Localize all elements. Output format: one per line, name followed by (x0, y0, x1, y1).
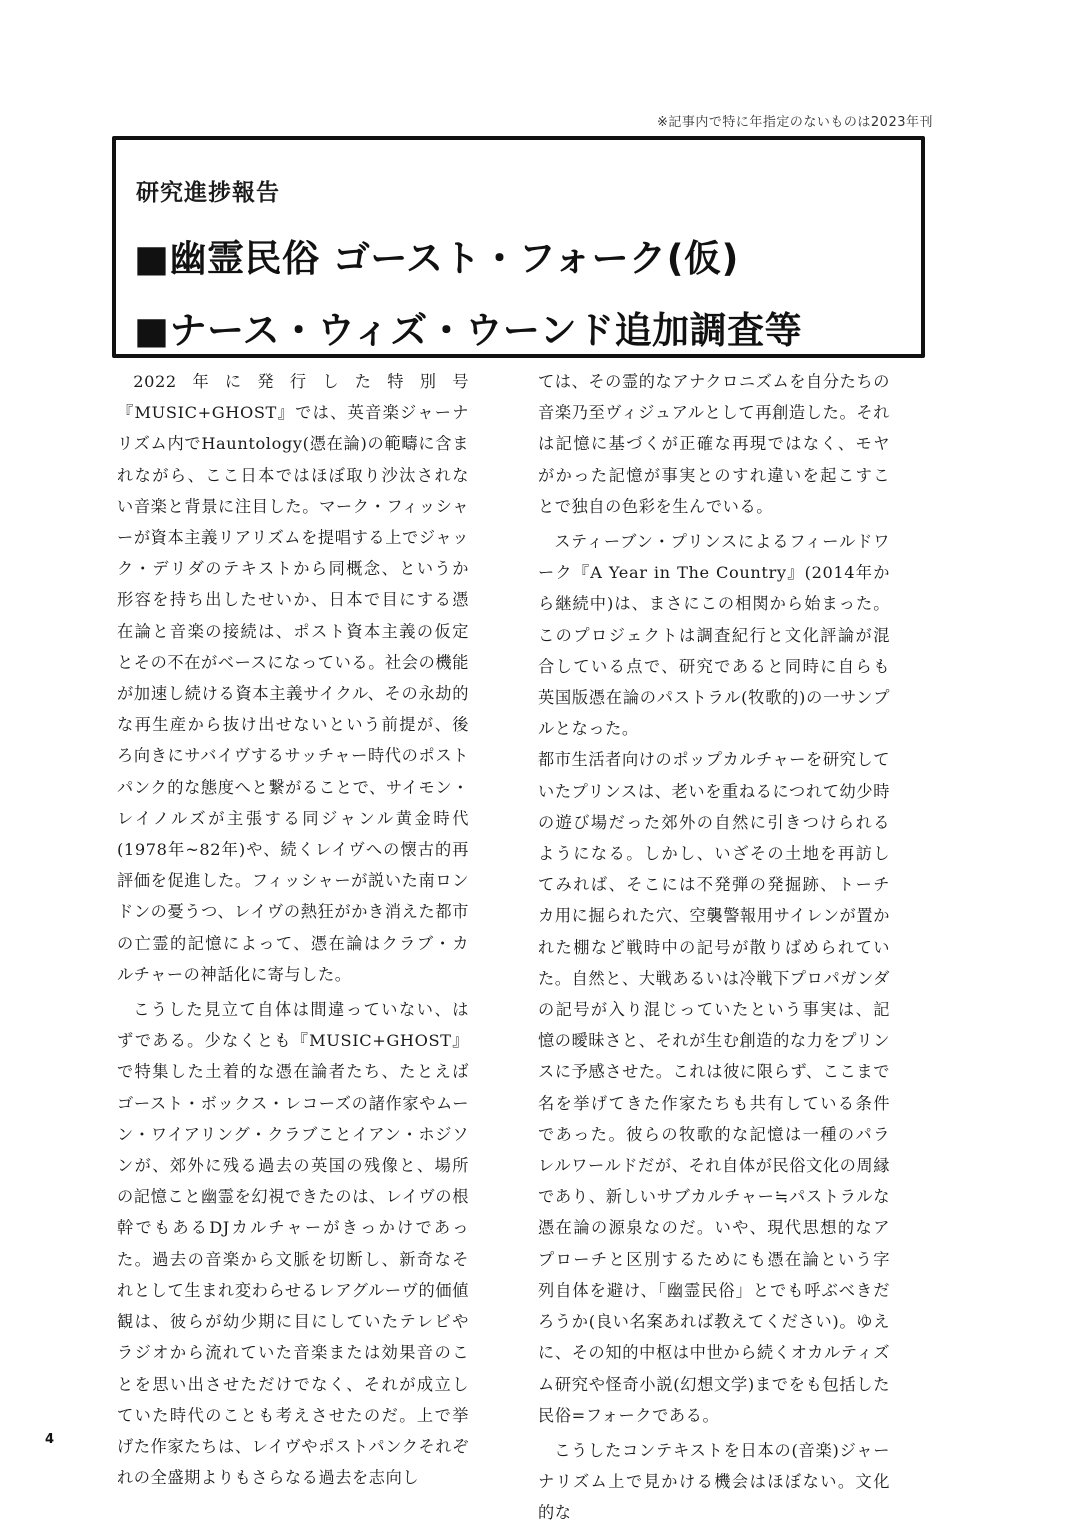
right-paragraph-3: 都市生活者向けのポップカルチャーを研究していたプリンスは、老いを重ねるにつれて幼少時の遊び場だった郊外の自然に引きつけられるようになる。しかし、いざその土地を再訪してみれば、そこには不発弾の発掘跡、トーチカ用に掘られた穴、空襲警報用サイレンが置かれた棚など戦時中の記号が散りばめられていた。自然と、大戦あるいは冷戦下プロパガンダの記号が入り混じっていたという事実は、記憶の曖昧さと、それが生む創造的な力をプリンスに予感させた。これは彼に限らず、ここまで名を挙げてきた作家たちも共有している条件であった。彼らの牧歌的な記憶は一種のパラレルワールドだが、それ自体が民俗文化の周縁であり、新しいサブカルチャー≒パストラルな憑在論の源泉なのだ。いや、現代思想的なアプローチと区別するためにも憑在論という字列自体を避け、「幽霊民俗」とでも呼ぶべきだろうか(良い名案あれば教えてください)。ゆえに、その知的中枢は中世から続くオカルティズム研究や怪奇小説(幻想文学)までをも包括した民俗=フォークである。 (538, 750, 890, 1425)
headline-ghost-folk: ■幽霊民俗 ゴースト・フォーク(仮) (134, 237, 739, 280)
kicker: 研究進捗報告 (136, 180, 280, 206)
headline-nurse-with-wound: ■ナース・ウィズ・ウーンド追加調査等 (134, 309, 803, 352)
left-paragraph-2: こうした見立て自体は間違っていない、はずである。少なくとも『MUSIC+GHOST』で特集した土着的な憑在論者たち、たとえばゴースト・ボックス・レコーズの諸作家やムーン・ワイアリング・クラブことイアン・ホジソンが、郊外に残る過去の英国の残像と、場所の記憶こと幽霊を幻視できたのは、レイヴの根幹でもあるDJカルチャーがきっかけであった。過去の音楽から文脈を切断し、新奇なそれとして生まれ変わらせるレアグルーヴ的価値観は、彼らが幼少期に目にしていたテレビやラジオから流れていた音楽または効果音のことを思い出させただけでなく、それが成立していた時代のことも考えさせたのだ。上で挙げた作家たちは、レイヴやポストパンクそれぞれの全盛期よりもさらなる過去を志向し (117, 1000, 469, 1488)
page-number: 4 (45, 1432, 55, 1447)
title-box (112, 136, 925, 358)
right-paragraph-1: ては、その霊的なアナクロニズムを自分たちの音楽乃至ヴィジュアルとして再創造した。それは記憶に基づくが正確な再現ではなく、モヤがかった記憶が事実とのすれ違いを起こすことで独自の色彩を生んでいる。 (538, 372, 890, 516)
right-column (538, 366, 890, 1529)
left-paragraph-1: 2022年に発行した特別号『MUSIC+GHOST』では、英音楽ジャーナリズム内でHauntology(憑在論)の範疇に含まれながら、ここ日本ではほぼ取り沙汰されない音楽と背景に注目した。マーク・フィッシャーが資本主義リアリズムを提唱する上でジャック・デリダのテキストから同概念、というか形容を持ち出したせいか、日本で目にする憑在論と音楽の接続は、ポスト資本主義の仮定とその不在がベースになっている。社会の機能が加速し続ける資本主義サイクル、その永劫的な再生産から抜け出せないという前提が、後ろ向きにサバイヴするサッチャー時代のポストパンク的な態度へと繋がることで、サイモン・レイノルズが主張する同ジャンル黄金時代(1978年~82年)や、続くレイヴへの懐古的再評価を促進した。フィッシャーが説いた南ロンドンの憂うつ、レイヴの熱狂がかき消えた都市の亡霊的記憶によって、憑在論はクラブ・カルチャーの神話化に寄与した。 (117, 372, 469, 984)
right-paragraph-2: スティーブン・プリンスによるフィールドワーク『A Year in The Country』(2014年から継続中)は、まさにこの相関から始まった。このプロジェクトは調査紀行と文化評論が混合している点で、研究であると同時に自らも英国版憑在論のパストラル(牧歌的)の一サンプルとなった。 (538, 532, 890, 739)
right-paragraph-4: こうしたコンテキストを日本の(音楽)ジャーナリズム上で見かける機会はほぼない。文化的な (538, 1440, 890, 1523)
left-column (117, 366, 469, 1493)
header-note: ※記事内で特に年指定のないものは2023年刊 (657, 115, 933, 130)
